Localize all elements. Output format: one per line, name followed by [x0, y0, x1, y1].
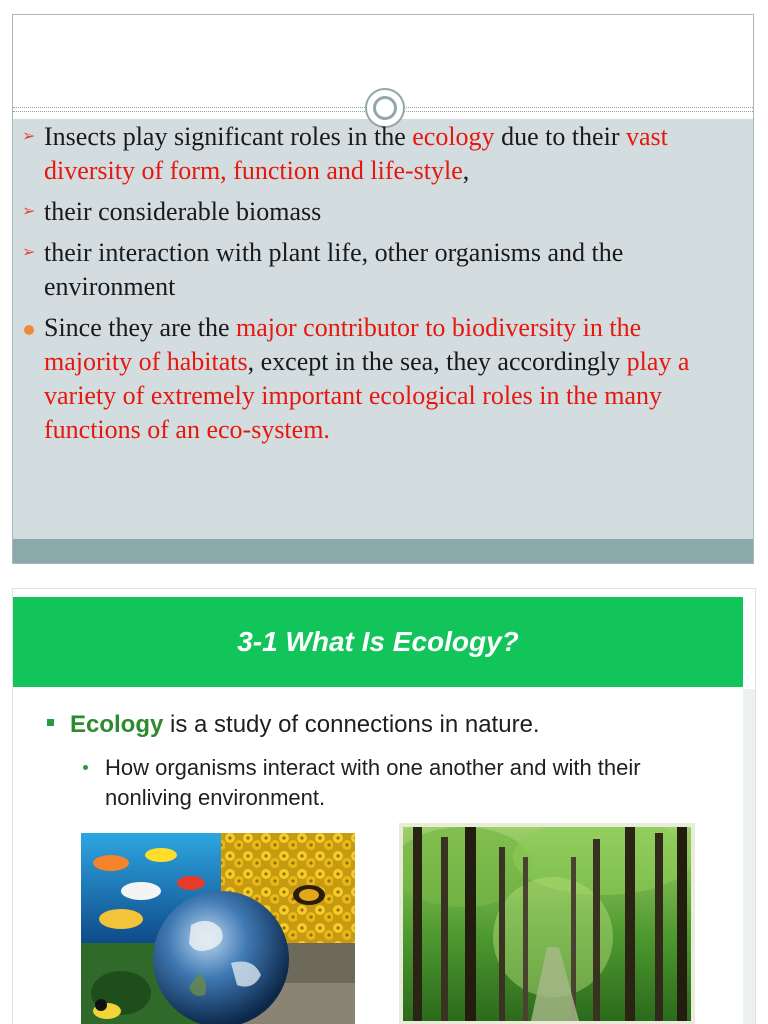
bullet-item	[22, 120, 734, 188]
slide-title: 3-1 What Is Ecology?	[237, 626, 519, 657]
dot-bullet-icon	[83, 765, 88, 770]
bullet-text: their interaction with plant life, other organisms and the environment	[44, 238, 624, 301]
forest-illustration	[403, 827, 691, 1021]
square-bullet-icon	[47, 719, 54, 726]
arrow-bullet-icon: ➢	[22, 244, 36, 261]
ecology-term: Ecology	[70, 711, 164, 738]
bullet-text: Since they are the major contributor to biodiversity in the majority of habitats, except in the sea, they accordingly play a variety of extremely important ecological roles in the many functions of an eco-system.	[44, 313, 690, 444]
slide-what-is-ecology	[12, 588, 756, 1024]
ecology-collage-image	[81, 833, 355, 1024]
forest-image	[399, 823, 695, 1024]
ring-ornament-inner	[373, 96, 397, 120]
sub-bullet	[81, 753, 721, 813]
arrow-bullet-icon: ➢	[22, 203, 36, 220]
dot-bullet-icon	[24, 325, 34, 335]
slide-right-edge	[743, 689, 755, 1024]
insect-roles-list	[22, 120, 734, 454]
collage-illustration	[81, 833, 355, 1024]
slide-title-banner	[13, 597, 743, 687]
bullet-text: their considerable biomass	[44, 197, 322, 226]
sub-bullet-text: How organisms interact with one another and with their nonliving environment.	[105, 755, 641, 810]
slide-footer-bar	[13, 539, 753, 564]
bullet-item	[22, 311, 734, 447]
definition-text: is a study of connections in nature.	[163, 711, 540, 738]
bullet-text: Insects play significant roles in the ecology due to their vast diversity of form, function and life-style,	[44, 122, 668, 185]
arrow-bullet-icon: ➢	[22, 128, 36, 145]
bullet-item	[22, 236, 734, 304]
bullet-item	[22, 195, 734, 229]
definition-line	[47, 711, 540, 739]
